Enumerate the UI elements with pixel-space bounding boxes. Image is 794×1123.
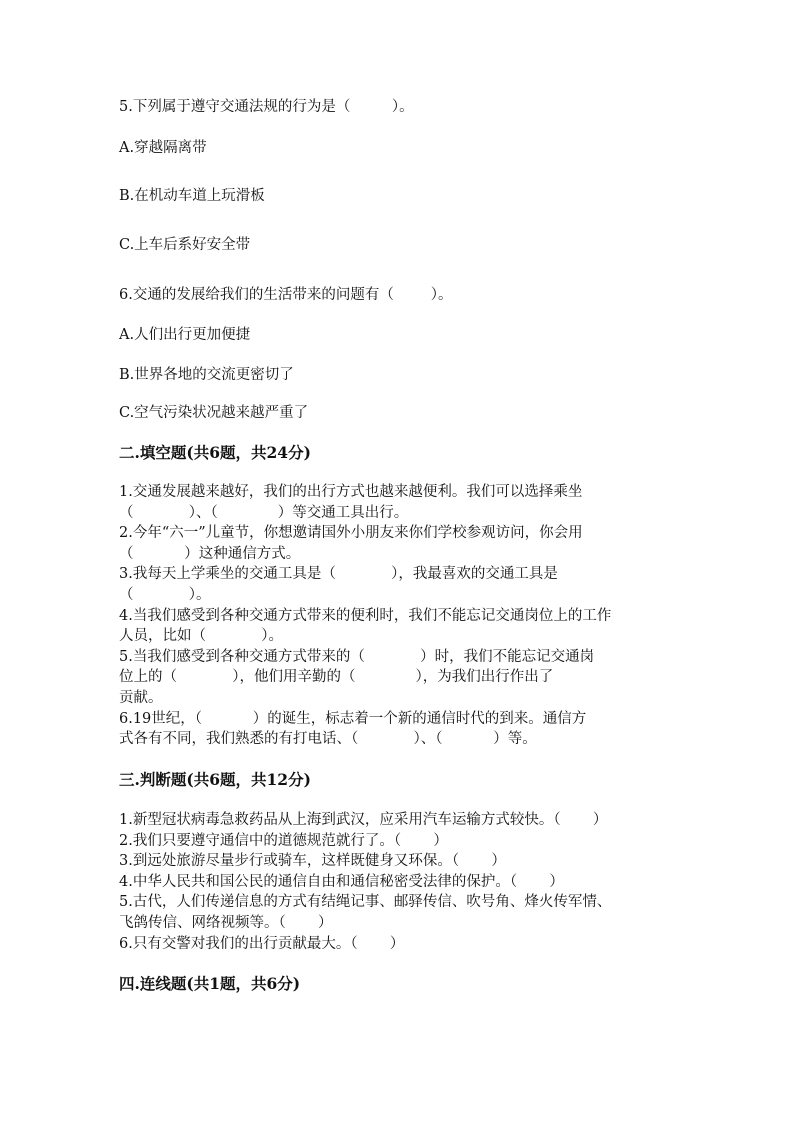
fill-line: 人员，比如（ ）。 xyxy=(119,628,284,645)
section-match-title: 四.连线题(共1题，共6分) xyxy=(119,974,301,993)
fill-line: （ ）这种通信方式。 xyxy=(119,545,301,562)
judge-line: 5.古代，人们传递信息的方式有结绳记事、邮驿传信、吹号角、烽火传军情、 xyxy=(119,894,612,911)
question-5-option-b: B.在机动车道上玩滑板 xyxy=(119,188,265,204)
fill-line: （ ）。 xyxy=(119,587,211,603)
question-5-option-a: A.穿越隔离带 xyxy=(119,140,207,156)
fill-line: 贡献。 xyxy=(119,690,163,706)
fill-line: 1.交通发展越来越好，我们的出行方式也越来越便利。我们可以选择乘坐 xyxy=(119,484,583,500)
fill-line: 4.当我们感受到各种交通方式带来的便利时，我们不能忘记交通岗位上的工作 xyxy=(119,607,612,624)
fill-line: 5.当我们感受到各种交通方式带来的（ ）时，我们不能忘记交通岗 xyxy=(119,648,595,665)
judge-line: 1.新型冠状病毒急救药品从上海到武汉，应采用汽车运输方式较快。（ ） xyxy=(119,812,608,828)
fill-line: （ ）、（ ）等交通工具出行。 xyxy=(119,504,409,521)
question-6-option-c: C.空气污染状况越来越严重了 xyxy=(119,405,309,421)
question-6-option-a: A.人们出行更加便捷 xyxy=(119,327,251,343)
judge-line: 2.我们只要遵守通信中的道德规范就行了。（ ） xyxy=(119,832,448,849)
question-6-option-b: B.世界各地的交流更密切了 xyxy=(119,367,294,383)
fill-line: 2.今年“六一”儿童节，你想邀请国外小朋友来你们学校参观访问，你会用 xyxy=(119,525,583,542)
fill-line: 3.我每天上学乘坐的交通工具是（ ），我最喜欢的交通工具是 xyxy=(119,566,558,583)
fill-line: 位上的（ ），他们用辛勤的（ ），为我们出行作出了 xyxy=(119,669,554,686)
question-6-stem: 6.交通的发展给我们的生活带来的问题有（ ）。 xyxy=(119,287,453,303)
question-5-stem: 5.下列属于遵守交通法规的行为是（ ）。 xyxy=(119,99,414,115)
section-judge-title: 三.判断题(共6题，共12分) xyxy=(119,770,311,789)
question-5-option-c: C.上车后系好安全带 xyxy=(119,237,251,253)
judge-line: 4.中华人民共和国公民的通信自由和通信秘密受法律的保护。（ ） xyxy=(119,873,564,890)
fill-line: 式各有不同，我们熟悉的有打电话、（ ）、（ ）等。 xyxy=(119,731,537,748)
fill-line: 6.19世纪，（ ）的诞生，标志着一个新的通信时代的到来。通信方 xyxy=(119,710,587,727)
section-fill-title: 二.填空题(共6题，共24分) xyxy=(119,443,311,462)
judge-line: 3.到远处旅游尽量步行或骑车，这样既健身又环保。（ ） xyxy=(119,853,506,870)
judge-line: 6.只有交警对我们的出行贡献最大。（ ） xyxy=(119,935,405,952)
judge-line: 飞鸽传信、网络视频等。（ ） xyxy=(119,915,333,931)
